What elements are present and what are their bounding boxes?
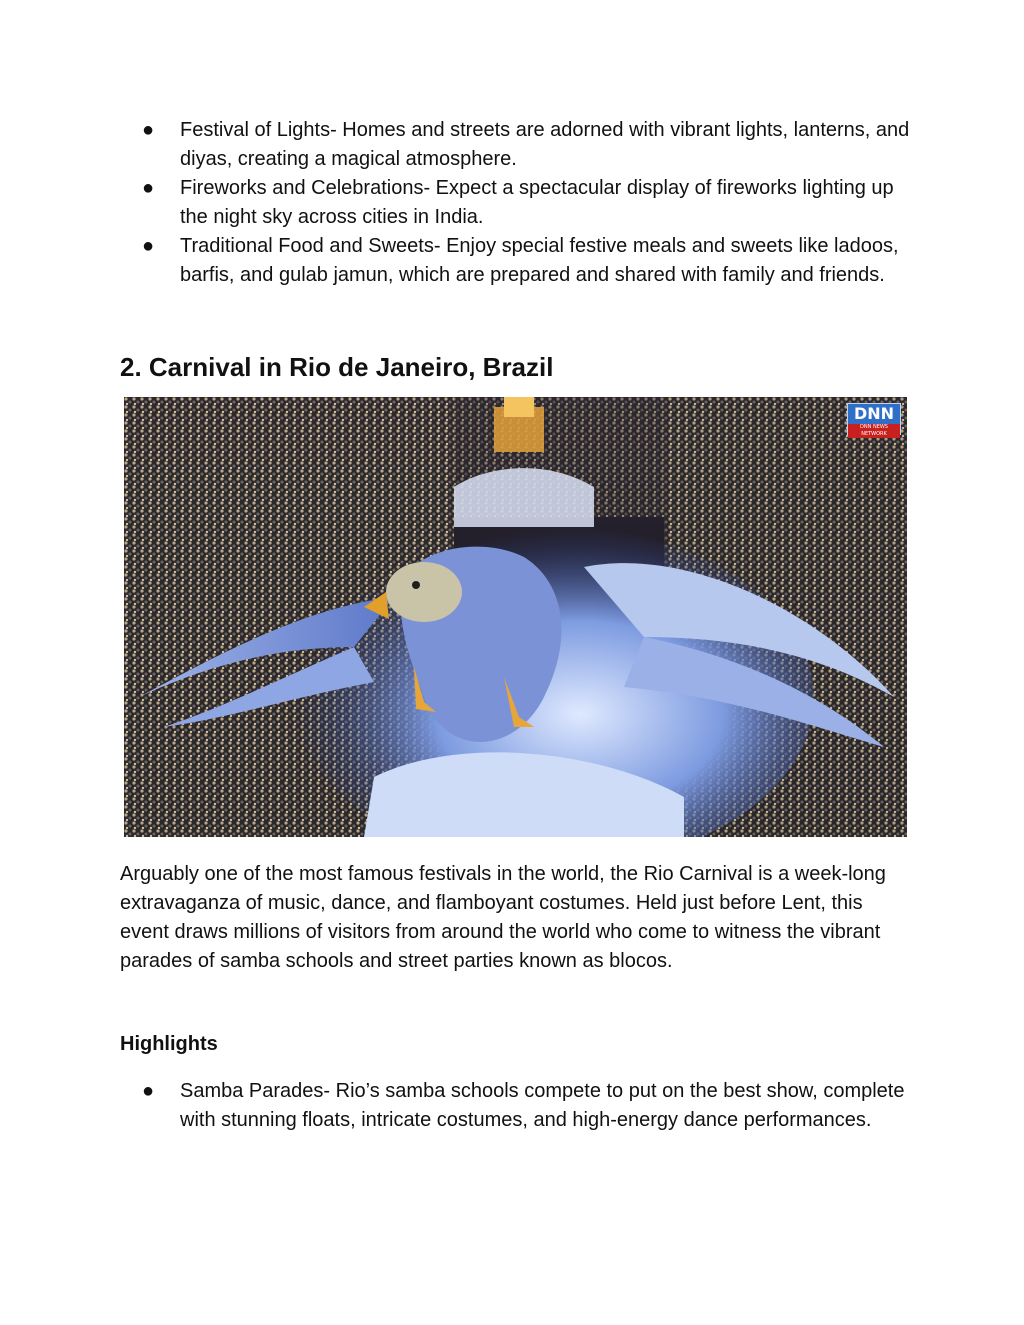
- section-heading: 2. Carnival in Rio de Janeiro, Brazil: [120, 352, 554, 382]
- logo-subtext: DNN NEWS NETWORK: [848, 424, 900, 438]
- bullet-text: Fireworks and Celebrations- Expect a spectacular display of fireworks lighting up the night sky across cities in India.: [180, 177, 894, 228]
- bullet-text: Festival of Lights- Homes and streets are adorned with vibrant lights, lanterns, and diyas, creating a magical atmosphere.: [180, 119, 910, 170]
- bullet-icon: ●: [141, 1080, 155, 1102]
- bullet-icon: ●: [141, 177, 155, 199]
- bullet-text: Samba Parades- Rio’s samba schools compete to put on the best show, complete with stunning floats, intricate costumes, and high-energy dance performances.: [180, 1080, 905, 1131]
- broadcaster-logo: [847, 403, 901, 435]
- list-item: [120, 116, 910, 174]
- bullet-list-highlights: [120, 1077, 910, 1135]
- section-body-paragraph: Arguably one of the most famous festivals in the world, the Rio Carnival is a week-long extravaganza of music, dance, and flamboyant costumes. Held just before Lent, this event draws millions of visitors from around the world who come to witness the vibrant parades of samba schools and street parties known as blocos.: [120, 863, 886, 972]
- logo-text: DNN: [853, 404, 895, 423]
- bullet-icon: ●: [141, 235, 155, 257]
- carnival-photo: [124, 397, 907, 837]
- carnival-float-illustration: [124, 397, 907, 837]
- bullet-list-diwali: [120, 116, 910, 290]
- bullet-text: Traditional Food and Sweets- Enjoy special festive meals and sweets like ladoos, barfis, and gulab jamun, which are prepared and shared with family and friends.: [180, 235, 899, 286]
- list-item: [120, 174, 910, 232]
- bullet-icon: ●: [141, 119, 155, 141]
- highlights-heading: Highlights: [120, 1033, 218, 1055]
- list-item: [120, 232, 910, 290]
- list-item: [120, 1077, 910, 1135]
